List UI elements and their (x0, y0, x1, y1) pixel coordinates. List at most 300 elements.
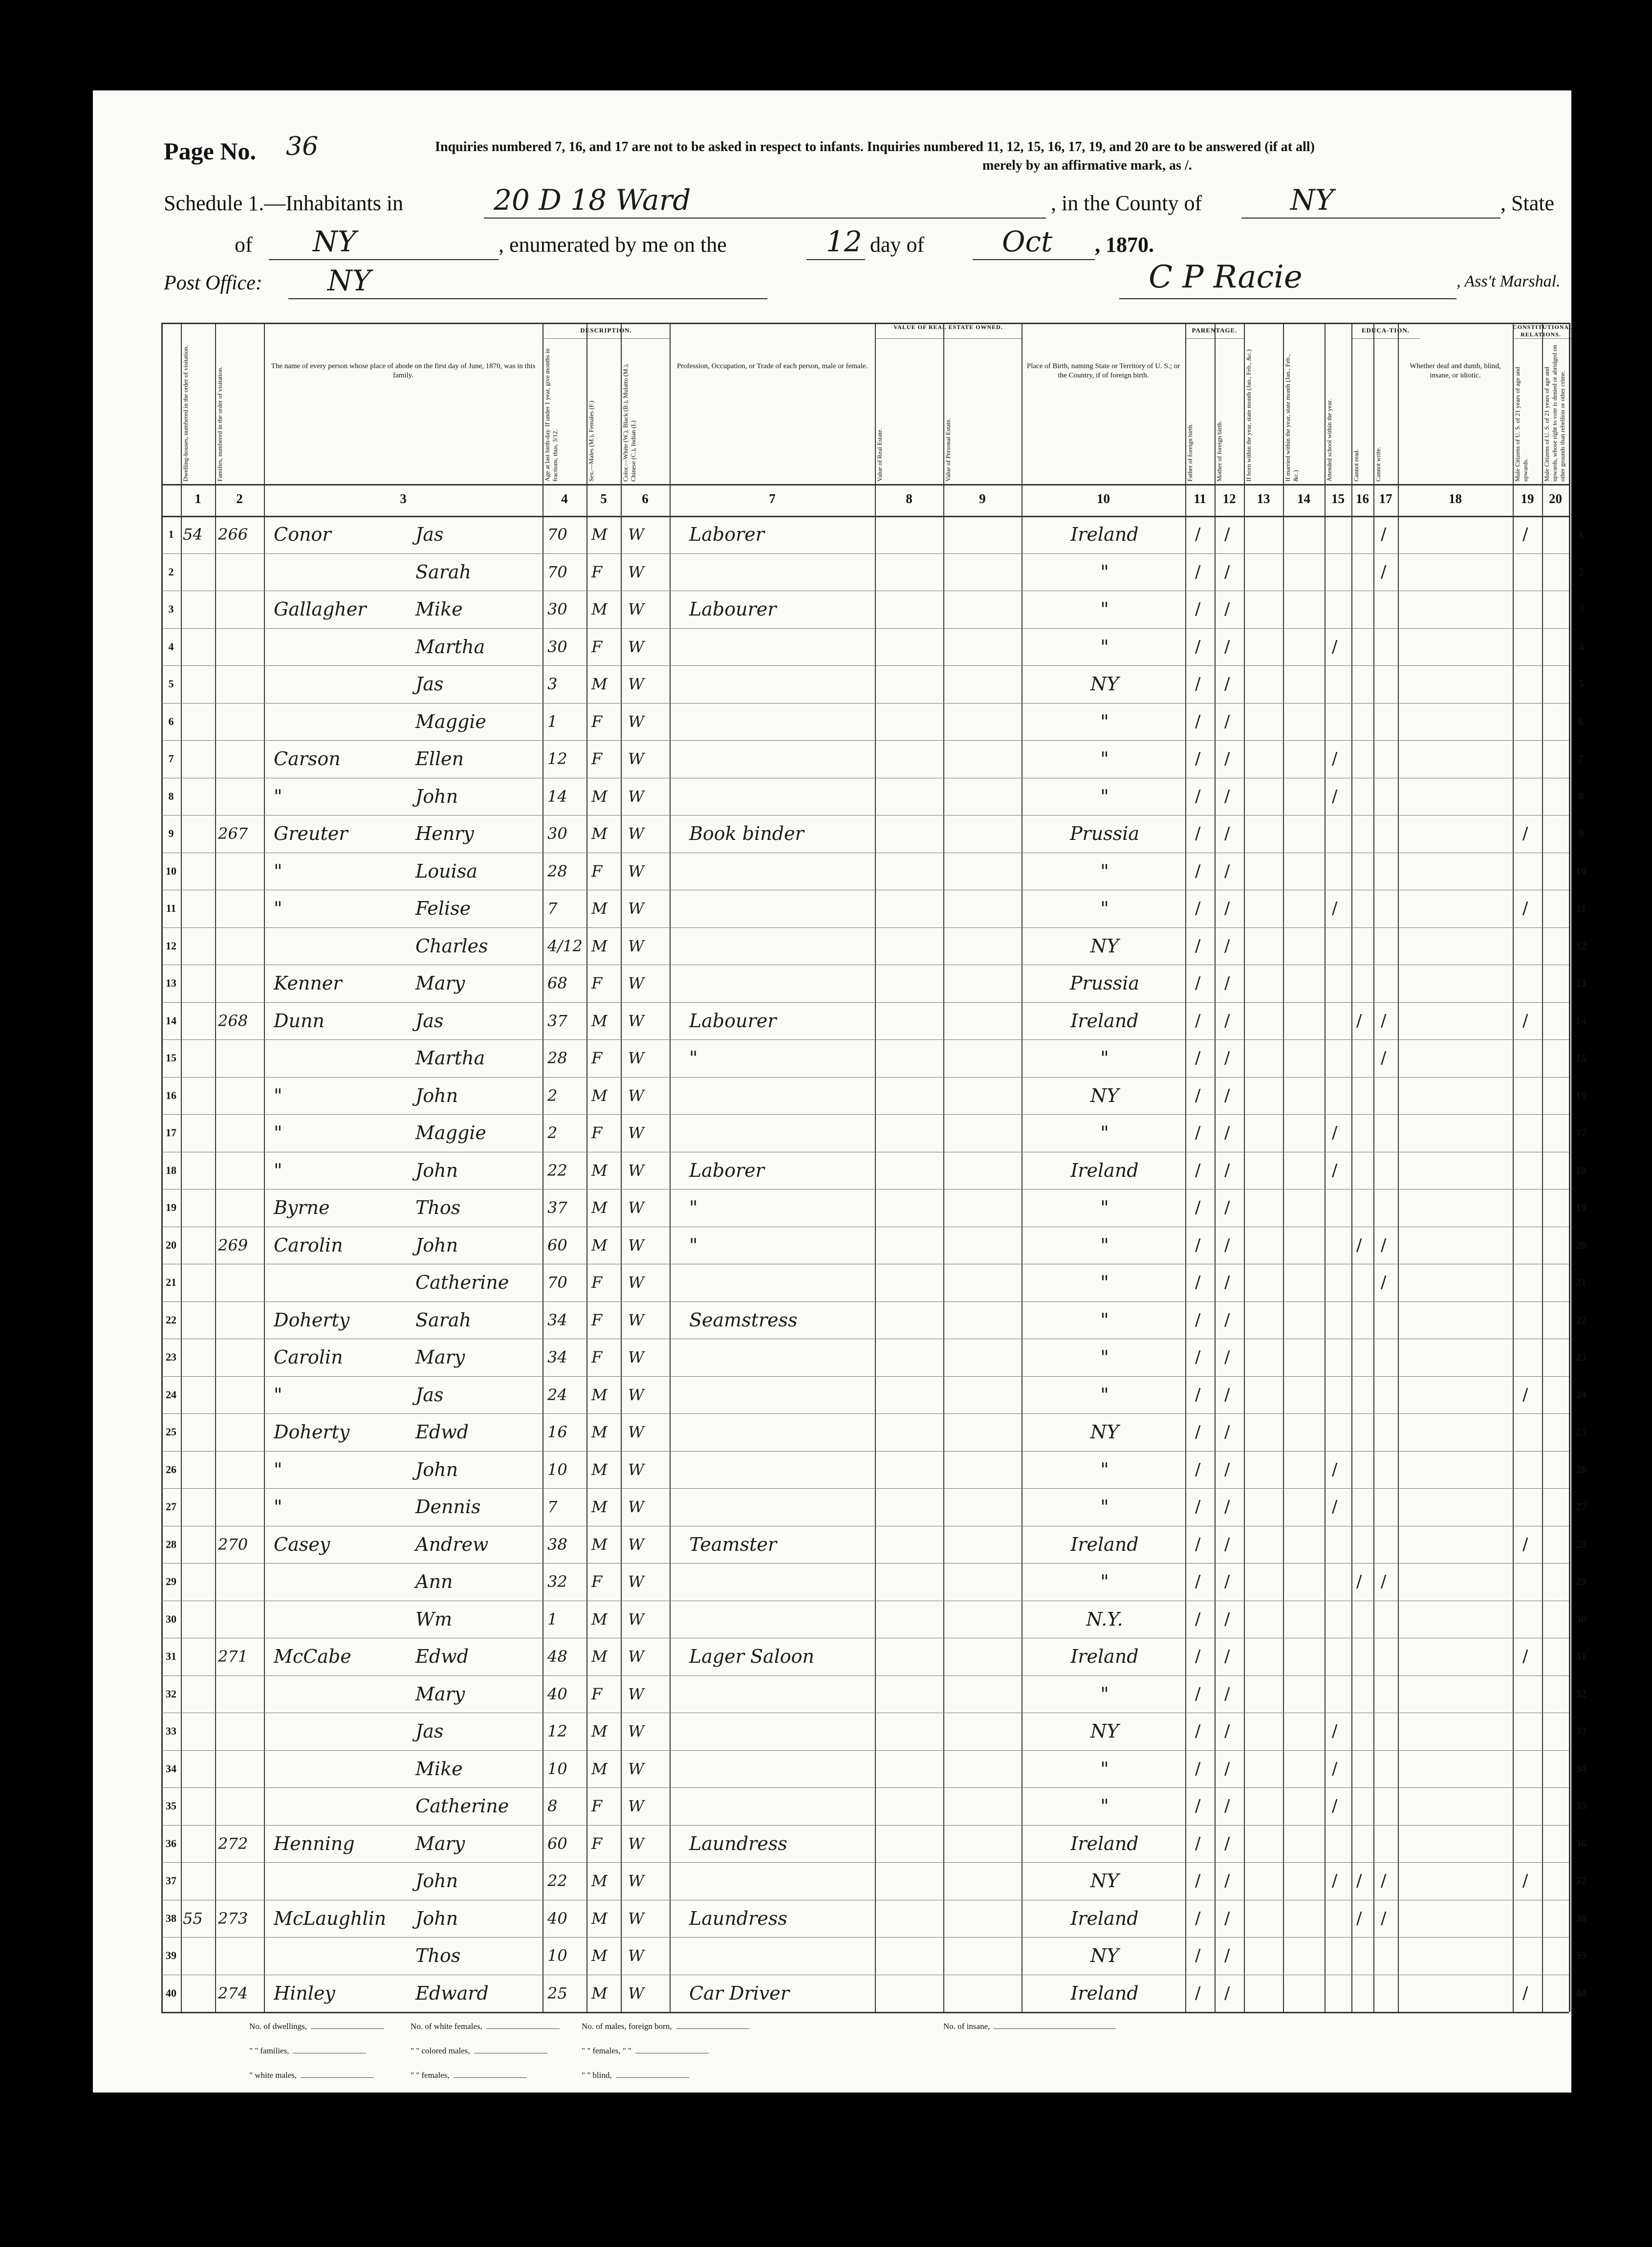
row-number-right: 38 (1576, 1912, 1587, 1924)
table-row (161, 553, 1584, 591)
birthplace: Prussia (1069, 972, 1140, 994)
row-number: 34 (166, 1762, 176, 1775)
father-foreign: / (1195, 1609, 1201, 1629)
county: NY (1290, 183, 1334, 217)
father-foreign: / (1195, 1011, 1201, 1031)
birthplace: NY (1090, 935, 1119, 957)
age: 37 (547, 1198, 567, 1217)
surname: " (274, 1496, 283, 1518)
row-number: 23 (166, 1351, 176, 1363)
footer-females-2: " " females, (411, 2071, 531, 2080)
row-number: 2 (168, 565, 174, 578)
color: W (628, 1684, 644, 1703)
birthplace: " (1100, 1309, 1109, 1331)
mother-foreign: / (1224, 786, 1230, 806)
sex: M (591, 1011, 608, 1030)
table-row (161, 740, 1584, 778)
mother-foreign: / (1224, 1908, 1230, 1928)
given-name: John (415, 1458, 458, 1480)
group-education: EDUCA-TION. (1361, 327, 1410, 334)
age: 14 (547, 787, 567, 806)
sex: M (591, 1460, 608, 1479)
birthplace: " (1100, 1571, 1109, 1592)
row-number-right: 12 (1576, 939, 1587, 952)
sex: M (591, 824, 608, 843)
surname: Conor (274, 524, 331, 545)
column-number-8: 8 (906, 491, 913, 506)
cannot-read: / (1356, 1871, 1362, 1891)
group-constitutional: CONSTITUTIONAL RELATIONS. (1513, 324, 1574, 338)
surname: Casey (274, 1533, 330, 1555)
given-name: Martha (415, 636, 485, 658)
color: W (628, 1273, 644, 1292)
mother-foreign: / (1224, 1609, 1230, 1629)
row-number: 39 (166, 1949, 176, 1961)
row-number: 37 (166, 1874, 176, 1887)
given-name: Catherine (415, 1272, 509, 1293)
birthplace: Ireland (1070, 1982, 1139, 2004)
sex: F (591, 749, 603, 768)
surname: Carolin (274, 1234, 343, 1256)
birthplace: " (1100, 1683, 1109, 1705)
header-bottom-border (161, 484, 1569, 485)
given-name: Maggie (415, 710, 486, 732)
mother-foreign: / (1224, 1273, 1230, 1292)
row-number: 21 (166, 1276, 176, 1288)
given-name: John (415, 1159, 458, 1181)
row-number-right: 19 (1576, 1201, 1587, 1213)
row-number-right: 39 (1576, 1949, 1587, 1961)
birthplace: " (1100, 1122, 1109, 1144)
mother-foreign: / (1224, 1871, 1230, 1891)
column-number-9: 9 (979, 491, 986, 506)
sex: M (591, 1983, 608, 2003)
age: 30 (547, 637, 567, 656)
sex: F (591, 1049, 603, 1067)
month: Oct (1002, 225, 1053, 258)
citizen: / (1522, 1647, 1528, 1666)
given-name: Thos (415, 1197, 461, 1218)
family-number: 269 (218, 1235, 248, 1255)
given-name: Mary (415, 972, 465, 994)
sex: F (591, 1310, 603, 1329)
table-row (161, 1039, 1587, 1077)
row-number-right: 20 (1576, 1238, 1587, 1251)
color: W (628, 1609, 644, 1629)
row-number: 36 (166, 1837, 176, 1850)
occupation: " (689, 1197, 698, 1218)
column-divider (1569, 323, 1570, 2012)
sex: M (591, 1609, 608, 1629)
sex: M (591, 675, 608, 693)
father-foreign: / (1195, 1908, 1201, 1928)
given-name: Jas (415, 1384, 444, 1406)
row-number-right: 14 (1576, 1014, 1587, 1027)
age: 37 (547, 1011, 567, 1030)
birthplace: " (1100, 748, 1109, 770)
district: 20 D 18 Ward (494, 183, 691, 217)
sex: F (591, 562, 603, 581)
age: 70 (547, 1273, 567, 1292)
mother-foreign: / (1224, 1235, 1230, 1255)
age: 30 (547, 824, 567, 843)
footer-families: " " families, (249, 2046, 370, 2056)
birthplace: NY (1090, 1084, 1119, 1106)
father-foreign: / (1195, 1273, 1201, 1292)
row-number-right: 9 (1578, 827, 1584, 839)
given-name: Henry (415, 823, 474, 844)
mother-foreign: / (1224, 1572, 1230, 1591)
surname: " (274, 1458, 283, 1480)
page-label: Page No. (164, 137, 256, 165)
mother-foreign: / (1224, 1160, 1230, 1180)
father-foreign: / (1195, 674, 1201, 694)
row-number-right: 11 (1576, 902, 1587, 914)
state-label: , State (1500, 191, 1554, 215)
given-name: Mary (415, 1683, 465, 1705)
row-number-right: 24 (1576, 1388, 1587, 1401)
sex: M (591, 600, 608, 618)
table-row (161, 1376, 1587, 1414)
surname: " (274, 1384, 283, 1406)
row-number: 29 (166, 1575, 176, 1587)
sex: M (591, 1946, 608, 1965)
of-label: of (235, 233, 253, 257)
sex: M (591, 936, 608, 955)
family-number: 274 (218, 1983, 248, 2003)
age: 30 (547, 600, 567, 618)
mother-foreign: / (1224, 973, 1230, 993)
sex: M (591, 1872, 608, 1890)
table-row (161, 591, 1584, 628)
state-underline (269, 259, 499, 260)
column-number-11: 11 (1194, 491, 1206, 506)
table-row (161, 1713, 1587, 1750)
mother-foreign: / (1224, 599, 1230, 619)
given-name: Louisa (415, 860, 478, 882)
surname: Kenner (274, 972, 342, 994)
mother-foreign: / (1224, 525, 1230, 544)
row-number: 16 (166, 1089, 176, 1101)
description-group-rule (543, 338, 670, 339)
color: W (628, 1348, 644, 1366)
surname: " (274, 898, 283, 919)
row-number-right: 27 (1576, 1500, 1587, 1513)
row-number: 12 (166, 939, 176, 952)
citizen: / (1522, 824, 1528, 843)
cannot-write: / (1381, 1048, 1387, 1068)
surname: Carson (274, 748, 341, 770)
marshal-label: , Ass't Marshal. (1456, 272, 1561, 290)
father-foreign: / (1195, 1310, 1201, 1330)
father-foreign: / (1195, 711, 1201, 731)
row-number-right: 26 (1576, 1463, 1587, 1476)
row-number: 31 (166, 1650, 176, 1662)
color: W (628, 1124, 644, 1142)
father-foreign: / (1195, 1647, 1201, 1666)
given-name: Jas (415, 673, 444, 695)
row-number-right: 37 (1576, 1874, 1587, 1887)
birthplace: " (1100, 1758, 1109, 1780)
mother-foreign: / (1224, 1497, 1230, 1517)
attended-school: / (1332, 1721, 1338, 1741)
cannot-read: / (1356, 1235, 1362, 1255)
father-foreign: / (1195, 599, 1201, 619)
surname: Dunn (274, 1010, 325, 1032)
given-name: John (415, 1907, 458, 1929)
row-number: 14 (166, 1014, 176, 1027)
column-header-16: Cannot read. (1352, 449, 1360, 482)
birthplace: " (1100, 1234, 1109, 1256)
attended-school: / (1332, 637, 1338, 657)
sex: F (591, 1797, 603, 1815)
birthplace: " (1100, 1384, 1109, 1406)
table-row (161, 1975, 1587, 2012)
given-name: John (415, 1084, 458, 1106)
mother-foreign: / (1224, 1684, 1230, 1704)
table-row (161, 1750, 1587, 1788)
attended-school: / (1332, 1160, 1338, 1180)
row-number: 32 (166, 1687, 176, 1700)
age: 2 (547, 1124, 558, 1142)
age: 34 (547, 1310, 567, 1329)
given-name: John (415, 785, 458, 807)
mother-foreign: / (1224, 674, 1230, 694)
sex: M (591, 1498, 608, 1516)
row-number: 9 (168, 827, 174, 839)
table-row (161, 516, 1584, 553)
column-header-9: Value of Personal Estate. (944, 418, 952, 482)
column-header-1: Dwelling-houses, numbered in the order of visitation. (182, 345, 189, 482)
dwelling-number: 55 (183, 1909, 203, 1928)
sex: M (591, 525, 608, 544)
color: W (628, 1909, 644, 1928)
birthplace: " (1100, 785, 1109, 807)
color: W (628, 1872, 644, 1890)
column-header-2: Families, numbered in the order of visitation. (216, 366, 223, 482)
row-number: 7 (168, 752, 174, 765)
color: W (628, 637, 644, 656)
mother-foreign: / (1224, 861, 1230, 881)
column-number-19: 19 (1521, 491, 1534, 506)
color: W (628, 1049, 644, 1067)
birthplace: " (1100, 561, 1109, 583)
occupation: Laundress (689, 1907, 787, 1929)
color: W (628, 1759, 644, 1778)
row-number-right: 8 (1578, 790, 1584, 802)
father-foreign: / (1195, 1198, 1201, 1217)
birthplace: " (1100, 1272, 1109, 1293)
footer-colored-males: " " colored males, (411, 2046, 551, 2056)
occupation: Laundress (689, 1832, 787, 1854)
father-foreign: / (1195, 1871, 1201, 1891)
cannot-write: / (1381, 1871, 1387, 1891)
surname: Carolin (274, 1346, 343, 1368)
father-foreign: / (1195, 562, 1201, 582)
sex: M (591, 1535, 608, 1554)
enumerated-label: , enumerated by me on the (499, 233, 727, 257)
mother-foreign: / (1224, 749, 1230, 769)
family-number: 273 (218, 1909, 248, 1928)
sex: F (591, 1834, 603, 1853)
row-number: 27 (166, 1500, 176, 1513)
given-name: Ellen (415, 748, 464, 770)
group-description: DESCRIPTION. (580, 327, 632, 334)
age: 70 (547, 562, 567, 581)
color: W (628, 712, 644, 731)
father-foreign: / (1195, 1160, 1201, 1180)
surname: Henning (274, 1832, 355, 1854)
table-row (161, 1227, 1587, 1264)
year: , 1870. (1095, 233, 1154, 257)
mother-foreign: / (1224, 1310, 1230, 1330)
education-group-rule (1351, 338, 1420, 339)
table-row (161, 1488, 1587, 1526)
given-name: Felise (415, 898, 471, 919)
color: W (628, 1198, 644, 1217)
table-row (161, 1937, 1587, 1975)
column-header-19: Male Citizens of U. S. of 21 years of age and upwards. (1514, 367, 1529, 482)
birthplace: " (1100, 710, 1109, 732)
birthplace: Ireland (1070, 1646, 1139, 1667)
sex: M (591, 1722, 608, 1740)
family-number: 272 (218, 1834, 248, 1853)
row-number: 30 (166, 1612, 176, 1625)
cannot-write: / (1381, 525, 1387, 544)
birthplace: " (1100, 1346, 1109, 1368)
row-number: 19 (166, 1201, 176, 1213)
table-row (161, 1526, 1587, 1564)
color: W (628, 1385, 644, 1404)
age: 70 (547, 525, 567, 544)
age: 10 (547, 1759, 567, 1778)
age: 60 (547, 1834, 567, 1853)
post-office-label: Post Office: (164, 272, 262, 294)
birthplace: Ireland (1070, 524, 1139, 545)
occupation: Car Driver (689, 1982, 789, 2004)
table-row (161, 1638, 1587, 1675)
age: 68 (547, 974, 567, 992)
post-office-underline (288, 298, 767, 299)
sex: F (591, 637, 603, 656)
sex: F (591, 1684, 603, 1703)
table-row (161, 927, 1587, 965)
mother-foreign: / (1224, 1422, 1230, 1442)
age: 12 (547, 1722, 567, 1740)
page-number: 36 (286, 132, 319, 161)
row-number-right: 33 (1576, 1725, 1587, 1737)
day-underline (806, 259, 865, 260)
birthplace: " (1100, 1458, 1109, 1480)
cannot-write: / (1381, 1235, 1387, 1255)
table-row (161, 1339, 1587, 1376)
father-foreign: / (1195, 899, 1201, 918)
given-name: Sarah (415, 561, 471, 583)
footer-foreign-males: No. of males, foreign born, (582, 2022, 753, 2031)
given-name: Edwd (415, 1646, 469, 1667)
row-number: 17 (166, 1126, 176, 1139)
cannot-read: / (1356, 1011, 1362, 1031)
color: W (628, 1834, 644, 1853)
color: W (628, 1460, 644, 1479)
column-number-2: 2 (236, 491, 243, 506)
age: 10 (547, 1460, 567, 1479)
birthplace: " (1100, 860, 1109, 882)
color: W (628, 1011, 644, 1030)
table-row (161, 778, 1584, 815)
row-number-right: 30 (1576, 1612, 1587, 1625)
given-name: Charles (415, 935, 488, 957)
age: 28 (547, 1049, 567, 1067)
family-number: 268 (218, 1011, 248, 1030)
age: 38 (547, 1535, 567, 1554)
sex: F (591, 1273, 603, 1292)
mother-foreign: / (1224, 1085, 1230, 1105)
table-row (161, 1675, 1587, 1713)
occupation: " (689, 1047, 698, 1069)
attended-school: / (1332, 1796, 1338, 1816)
given-name: Catherine (415, 1795, 509, 1817)
inquiries-note-2: merely by an affirmative mark, as /. (982, 158, 1192, 173)
birthplace: " (1100, 1496, 1109, 1518)
tally-footer (161, 2017, 1569, 2090)
attended-school: / (1332, 1759, 1338, 1779)
citizen: / (1522, 1011, 1528, 1031)
color: W (628, 1946, 644, 1965)
column-number-10: 10 (1097, 491, 1110, 506)
color: W (628, 1572, 644, 1591)
mother-foreign: / (1224, 1721, 1230, 1741)
row-number-right: 21 (1576, 1276, 1587, 1288)
mother-foreign: / (1224, 1946, 1230, 1965)
mother-foreign: / (1224, 1385, 1230, 1405)
row-number: 33 (166, 1725, 176, 1737)
row-number-right: 10 (1576, 864, 1587, 877)
occupation: Labourer (689, 1010, 777, 1032)
sex: M (591, 1759, 608, 1778)
district-underline (484, 218, 1046, 219)
schedule-label: Schedule 1.—Inhabitants in (164, 191, 404, 215)
birthplace: NY (1090, 1421, 1119, 1443)
color: W (628, 974, 644, 992)
row-number: 18 (166, 1164, 176, 1176)
column-number-14: 14 (1297, 491, 1310, 506)
birthplace: " (1100, 598, 1109, 620)
table-bottom-border (161, 2012, 1569, 2013)
age: 16 (547, 1423, 567, 1441)
surname: Doherty (274, 1421, 350, 1443)
father-foreign: / (1195, 637, 1201, 657)
occupation: " (689, 1234, 698, 1256)
occupation: Lager Saloon (689, 1646, 815, 1667)
age: 7 (547, 1498, 558, 1516)
row-number-right: 1 (1578, 528, 1584, 540)
color: W (628, 1423, 644, 1441)
row-number: 11 (166, 902, 176, 914)
color: W (628, 824, 644, 843)
footer-blind: " " blind, (582, 2071, 693, 2080)
column-header-20: Male Citizens of U. S. of 21 years of age and upwards, whose right to vote is denied or abridged on other grounds than rebellion or other crime. (1543, 345, 1566, 482)
given-name: Edwd (415, 1421, 469, 1443)
father-foreign: / (1195, 1459, 1201, 1479)
color: W (628, 1310, 644, 1329)
sex: F (591, 712, 603, 731)
column-number-12: 12 (1222, 491, 1236, 506)
table-row (161, 1413, 1587, 1451)
column-header-6: Color.—White (W.), Black (B.), Mulatto (M.), Chinese (C.), Indian (I.) (622, 363, 637, 482)
given-name: Jas (415, 524, 444, 545)
column-header-15: Attended school within the year. (1326, 399, 1333, 482)
